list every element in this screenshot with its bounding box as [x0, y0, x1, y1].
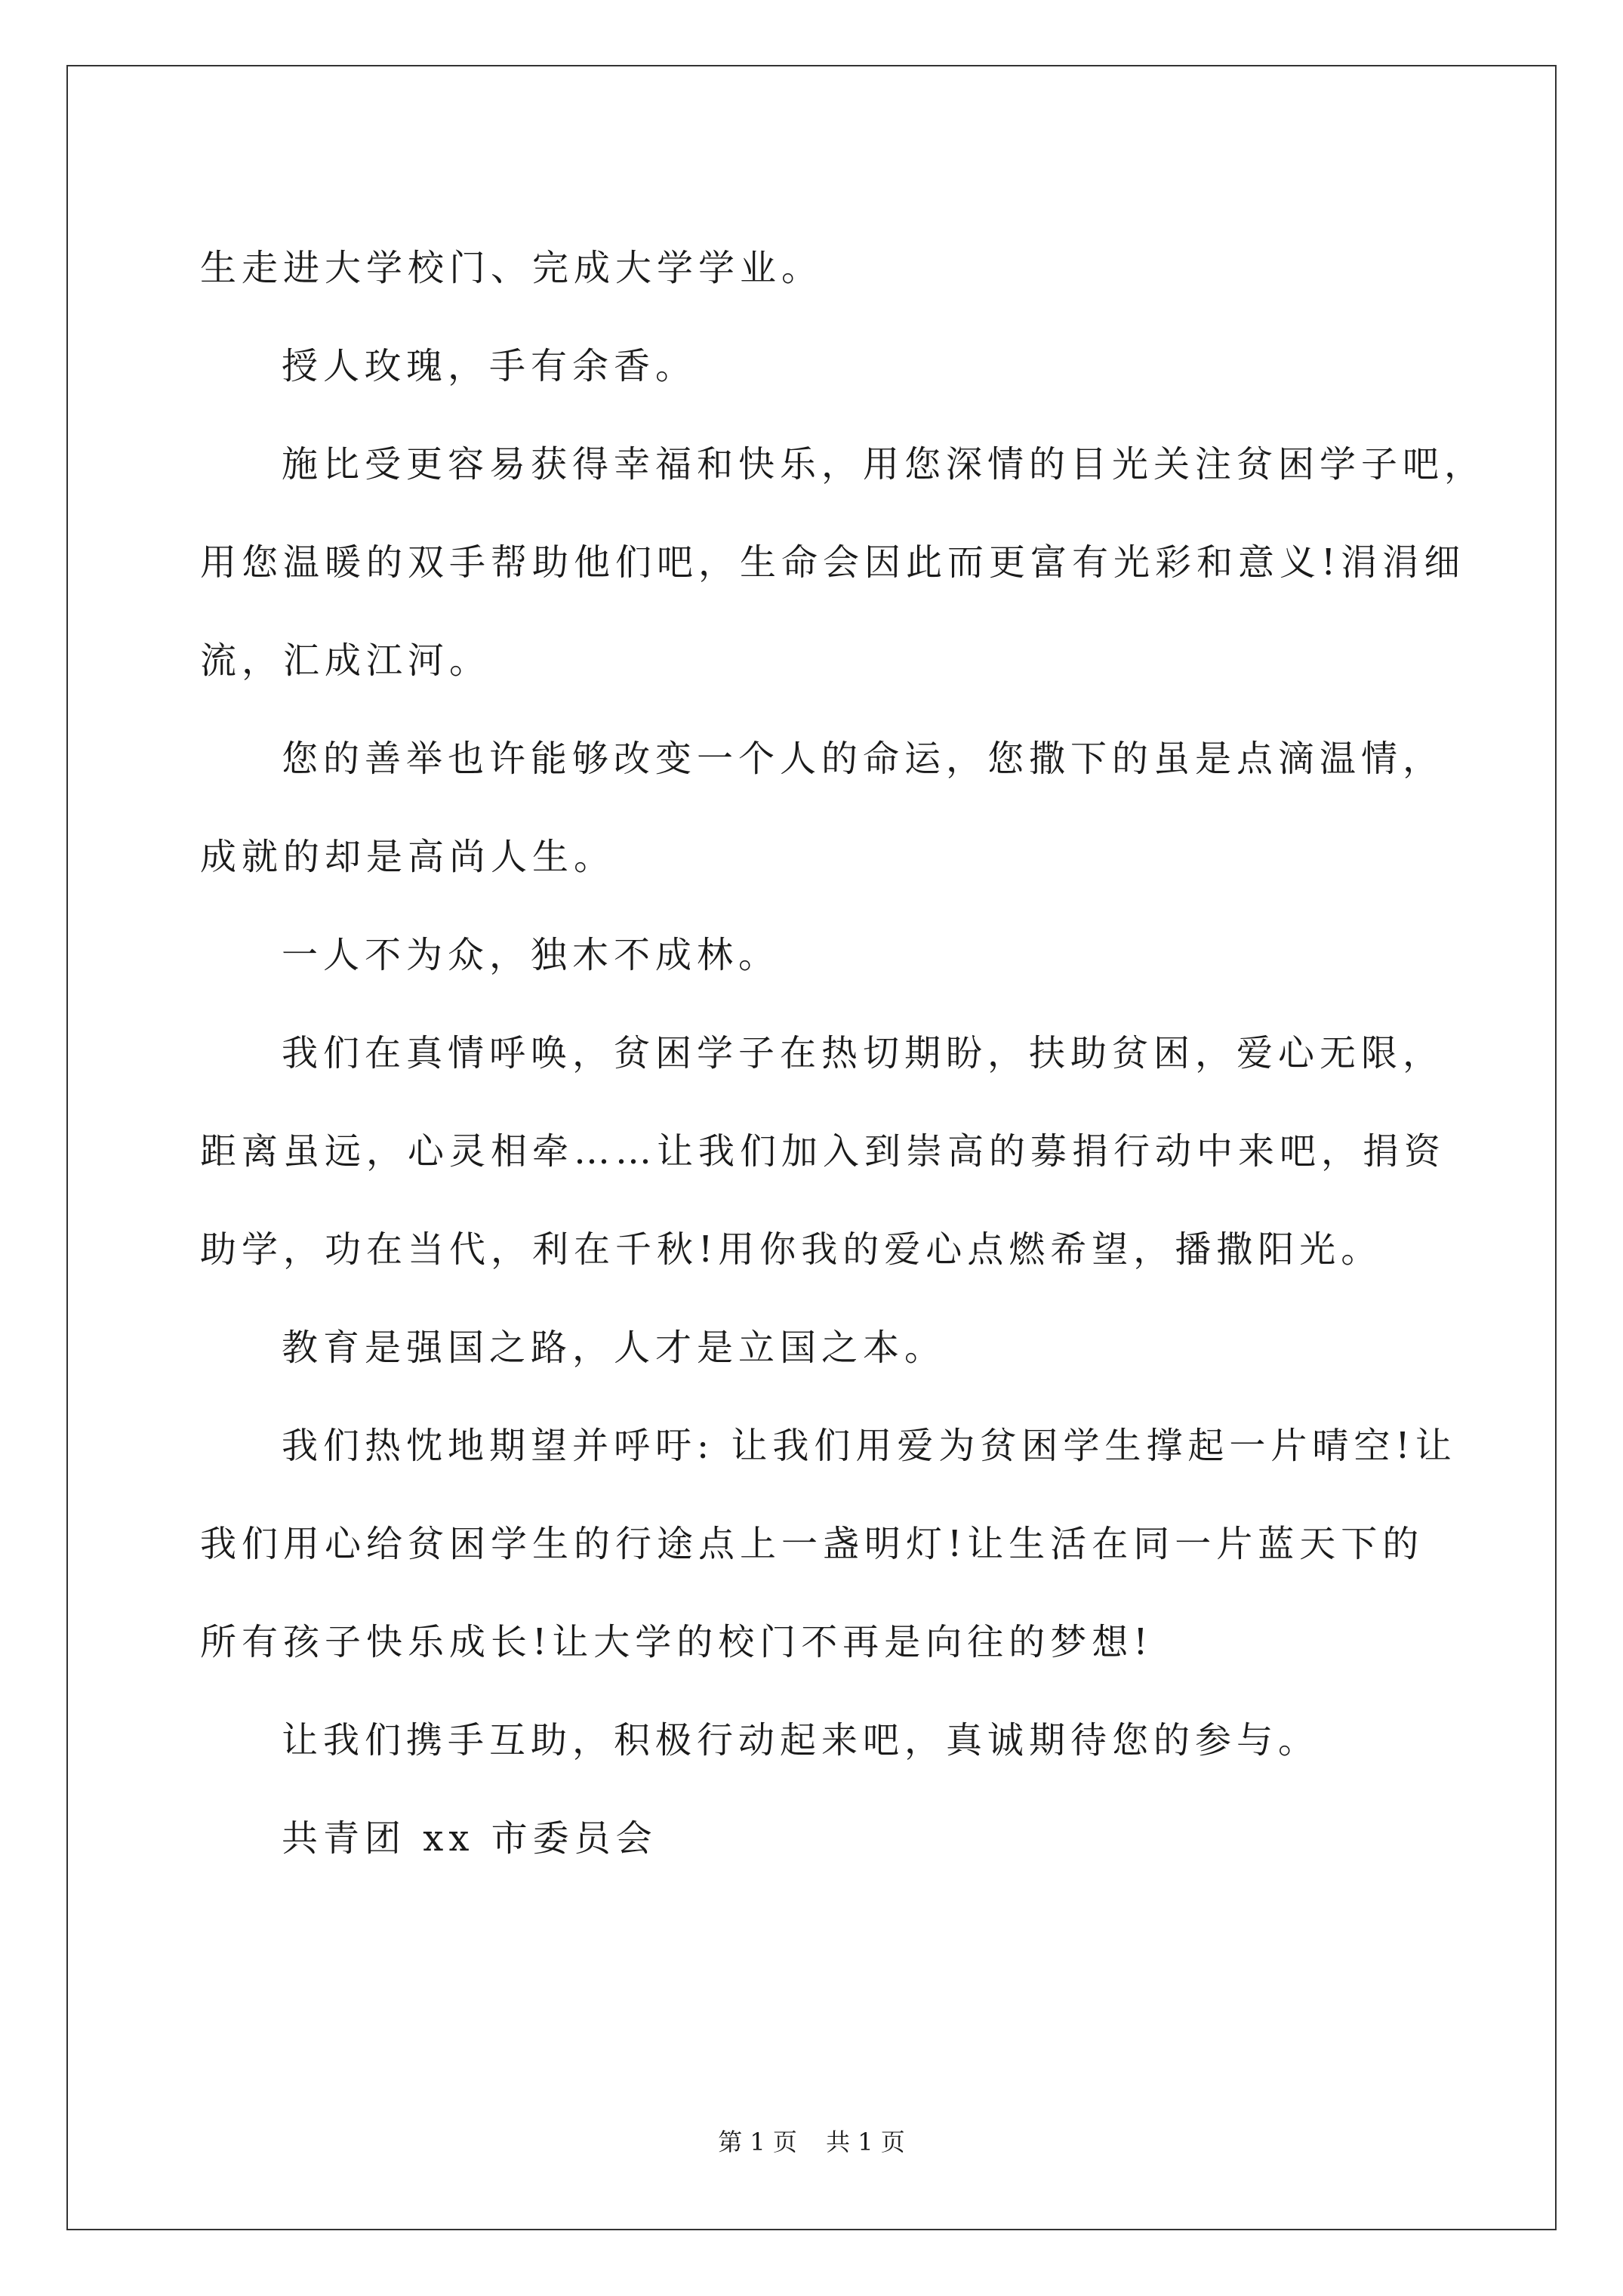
page-footer — [0, 2123, 1623, 2158]
paragraph-line: 流，汇成江河。 — [200, 639, 491, 682]
paragraph-line: 用您温暖的双手帮助他们吧，生命会因此而更富有光彩和意义!涓涓细 — [200, 541, 1466, 584]
paragraph-line: 成就的却是高尚人生。 — [200, 836, 616, 878]
page-count: 共 1 页 — [826, 2128, 905, 2156]
paragraph-line: 我们热忱地期望并呼吁: 让我们用爱为贫困学生撑起一片晴空!让 — [282, 1425, 1457, 1467]
paragraph-line: 所有孩子快乐成长!让大学的校门不再是向往的梦想! — [200, 1621, 1153, 1663]
paragraph-line: 距离虽远，心灵相牵……让我们加入到崇高的募捐行动中来吧，捐资 — [200, 1130, 1446, 1173]
paragraph-line: 教育是强国之路，人才是立国之本。 — [282, 1327, 947, 1369]
paragraph-line: 助学，功在当代，利在千秋!用你我的爱心点燃希望，播撒阳光。 — [200, 1228, 1383, 1271]
paragraph-line: 您的善举也许能够改变一个人的命运，您撒下的虽是点滴温情， — [282, 738, 1445, 780]
paragraph-line: 一人不为众，独木不成林。 — [282, 934, 781, 976]
paragraph-line: 让我们携手互助，积极行动起来吧，真诚期待您的参与。 — [282, 1719, 1320, 1761]
paragraph-line: 我们用心给贫困学生的行途点上一盏明灯!让生活在同一片蓝天下的 — [200, 1523, 1424, 1565]
paragraph-line: 授人玫瑰，手有余香。 — [282, 345, 698, 387]
paragraph-line: 生走进大学校门、完成大学学业。 — [200, 247, 824, 289]
paragraph-line: 我们在真情呼唤，贫困学子在热切期盼，扶助贫困，爱心无限， — [282, 1032, 1445, 1074]
signature-line: 共青团 xx 市委员会 — [282, 1817, 658, 1860]
paragraph-line: 施比受更容易获得幸福和快乐，用您深情的目光关注贫困学子吧， — [282, 443, 1486, 485]
document-body — [200, 219, 1486, 1888]
page-number: 第 1 页 — [718, 2128, 797, 2156]
